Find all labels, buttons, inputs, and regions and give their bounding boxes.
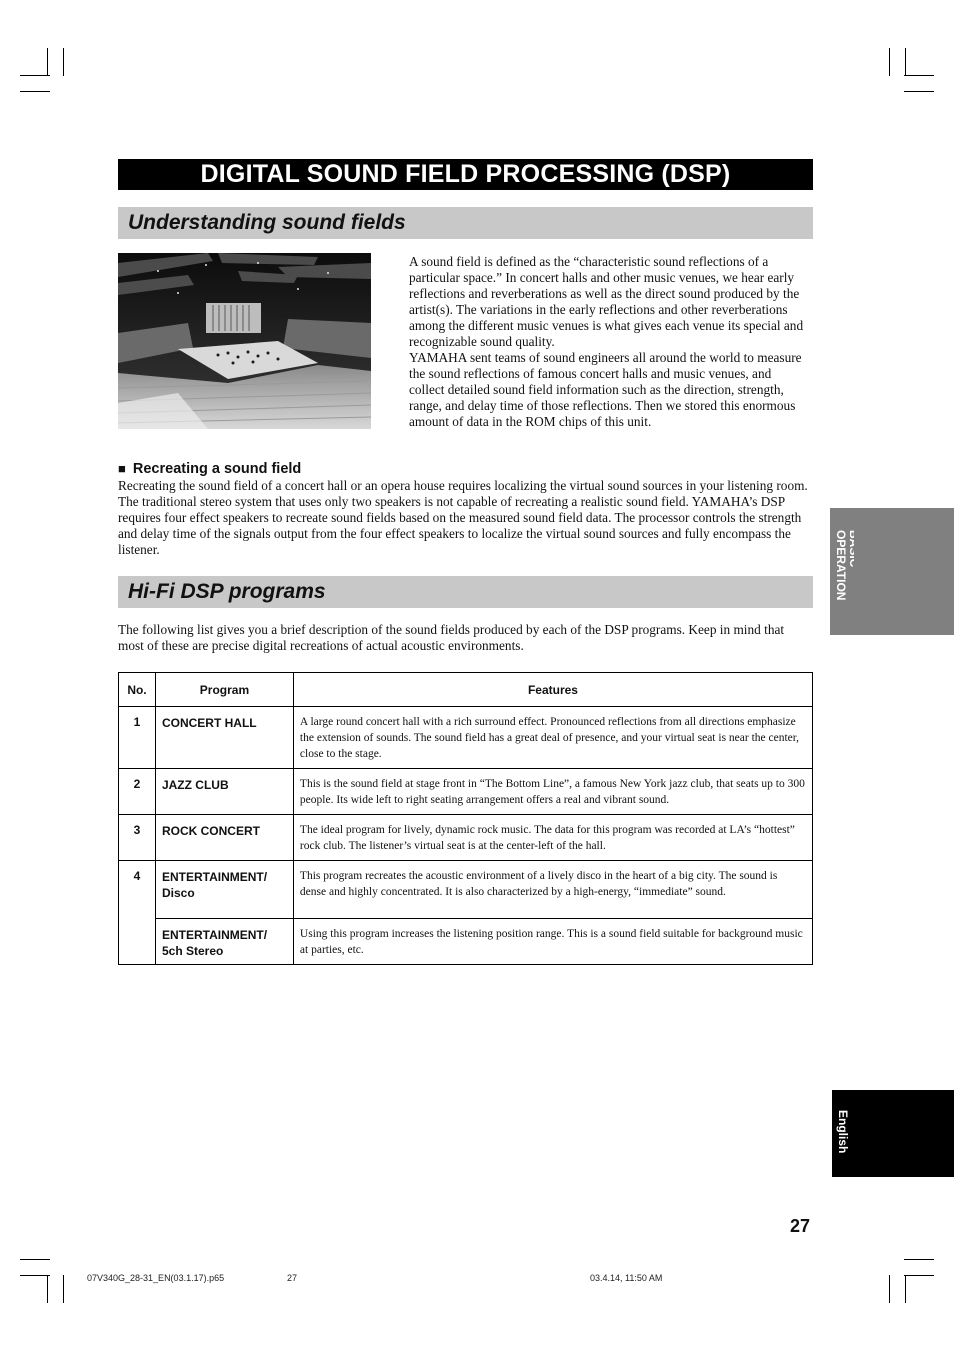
recreating-text: Recreating the sound field of a concert hall or an opera house requires localizing the virtual sound sources in your listening room. The traditional stereo system that uses only two speakers is not capable of recreating a realistic sound field. YAMAHA’s DSP requires four effect speakers to recreate sound fields based on the measured sound field data. The processor controls the strength and delay time of the signals output from the four effect speakers to localize the virtual sound sources and fully encompass the listener. bbox=[118, 478, 808, 557]
crop-mark bbox=[20, 75, 50, 76]
row-no: 1 bbox=[119, 707, 156, 769]
header-features: Features bbox=[293, 673, 812, 707]
intro-paragraph-2: YAMAHA sent teams of sound engineers all around the world to measure the sound reflections of famous concert halls and music venues, and collect detailed sound field information such as the direction, strength, range, and delay time of those reflections. Then we stored this enormous amount of data in the ROM chips of this unit. bbox=[409, 350, 802, 429]
table-row bbox=[119, 861, 813, 919]
side-tab-basic-operation bbox=[830, 508, 854, 635]
row-features: This is the sound field at stage front in “The Bottom Line”, a famous New York jazz club, that seats up to 300 people. Its wide left to right seating arrangement offers a real and vibrant sound. bbox=[293, 769, 812, 815]
crop-mark bbox=[905, 1275, 906, 1303]
crop-mark bbox=[905, 48, 906, 76]
intro-text bbox=[409, 254, 804, 430]
table-row bbox=[119, 919, 813, 965]
square-bullet-icon: ■ bbox=[118, 461, 126, 476]
crop-mark bbox=[904, 75, 934, 76]
row-features: A large round concert hall with a rich surround effect. Pronounced reflections from all directions emphasize the extension of sounds. The sound field has a great deal of presence, and your virtual seat is near the center, close to the stage. bbox=[293, 707, 812, 769]
subhead-recreating bbox=[118, 461, 301, 477]
row-program-line2: Disco bbox=[161, 886, 195, 900]
row-program-line2: 5ch Stereo bbox=[161, 944, 224, 958]
dsp-program-table bbox=[118, 672, 813, 965]
section-title-understanding: Understanding sound fields bbox=[118, 207, 813, 239]
table-row bbox=[119, 815, 813, 861]
crop-mark bbox=[47, 1275, 48, 1303]
concert-hall-photo bbox=[118, 253, 371, 429]
row-program bbox=[155, 861, 293, 919]
section-title-hifi: Hi-Fi DSP programs bbox=[118, 576, 813, 608]
crop-mark bbox=[20, 91, 50, 92]
header-program: Program bbox=[155, 673, 293, 707]
table-row bbox=[119, 707, 813, 769]
crop-mark bbox=[20, 1275, 50, 1276]
footer-file: 07V340G_28-31_EN(03.1.17).p65 bbox=[87, 1273, 225, 1283]
row-features: The ideal program for lively, dynamic rock music. The data for this program was recorded at LA’s “hottest” rock club. The listener’s virtual seat is at the center-left of the hall. bbox=[293, 815, 812, 861]
crop-mark bbox=[904, 91, 934, 92]
crop-mark bbox=[63, 48, 64, 76]
table-header-row bbox=[119, 673, 813, 707]
row-no: 3 bbox=[119, 815, 156, 861]
crop-mark bbox=[63, 1275, 64, 1303]
hifi-intro-text: The following list gives you a brief description of the sound fields produced by each of the DSP programs. Keep in mind that most of these are precise digital recreations of actual acoustic environments. bbox=[118, 622, 785, 653]
crop-mark bbox=[20, 1259, 50, 1260]
header-no: No. bbox=[119, 673, 156, 707]
crop-mark bbox=[47, 48, 48, 76]
side-tab-english-label: English bbox=[836, 1110, 850, 1154]
footer-timestamp: 03.4.14, 11:50 AM bbox=[590, 1273, 663, 1283]
crop-mark bbox=[889, 1275, 890, 1303]
crop-mark bbox=[904, 1259, 934, 1260]
concert-hall-photo-graphic bbox=[118, 253, 371, 429]
row-program-line1: ENTERTAINMENT/ bbox=[161, 870, 268, 884]
row-no: 4 bbox=[119, 861, 156, 965]
row-features: This program recreates the acoustic environment of a lively disco in the heart of a big city. The sound is dense and highly concentrated. It is also characterized by a high-energy, “immediate” sound. bbox=[293, 861, 812, 919]
footer-page: 27 bbox=[287, 1273, 298, 1283]
row-program: JAZZ CLUB bbox=[155, 769, 293, 815]
row-no: 2 bbox=[119, 769, 156, 815]
table-row bbox=[119, 769, 813, 815]
page-number: 27 bbox=[790, 1216, 811, 1236]
row-features: Using this program increases the listening position range. This is a sound field suitable for background music at parties, etc. bbox=[293, 919, 812, 965]
intro-paragraph: A sound field is defined as the “characteristic sound reflections of a particular space.” In concert halls and other music venues, we hear early reflections and reverberations as well as the direct sound produced by the artist(s). The variations in the early reflections and other reverberations among the different music venues is what gives each venue its special and recognizable sound quality. bbox=[409, 254, 804, 349]
crop-mark bbox=[904, 1275, 934, 1276]
subhead-label: Recreating a sound field bbox=[132, 461, 302, 477]
side-tab-line2: OPERATION bbox=[834, 530, 848, 601]
crop-mark bbox=[889, 48, 890, 76]
row-program: CONCERT HALL bbox=[155, 707, 293, 769]
row-program-line1: ENTERTAINMENT/ bbox=[161, 928, 268, 942]
page-title: DIGITAL SOUND FIELD PROCESSING (DSP) bbox=[118, 159, 813, 190]
row-program: ROCK CONCERT bbox=[155, 815, 293, 861]
side-tab-extension bbox=[854, 508, 954, 635]
side-tab-english bbox=[832, 1090, 954, 1177]
row-program bbox=[155, 919, 293, 965]
